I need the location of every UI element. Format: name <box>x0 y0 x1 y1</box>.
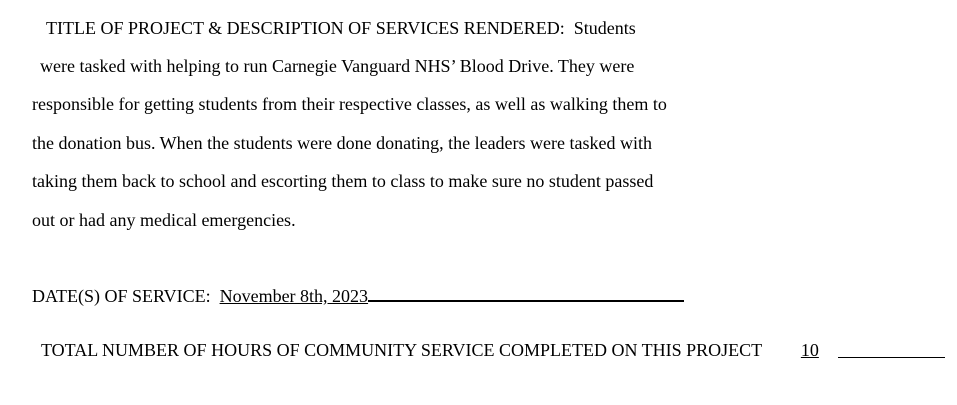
hours-value: 10 <box>800 340 819 360</box>
date-row <box>32 286 684 306</box>
description-text: Students <box>573 18 636 38</box>
description-line-5: taking them back to school and escorting them to class to make sure no student passed <box>32 171 654 191</box>
description-line-6: out or had any medical emergencies. <box>32 210 296 230</box>
date-blank-line <box>368 286 684 302</box>
hours-underline <box>838 357 945 358</box>
description-line-3: responsible for getting students from their respective classes, as well as walking them to <box>32 94 667 114</box>
description-line-1 <box>46 18 636 38</box>
description-line-4: the donation bus. When the students were done donating, the leaders were tasked with <box>32 133 652 153</box>
description-label: TITLE OF PROJECT & DESCRIPTION OF SERVICES RENDERED: <box>46 18 565 38</box>
date-value: November 8th, 2023 <box>219 286 369 306</box>
hours-label: TOTAL NUMBER OF HOURS OF COMMUNITY SERVICE COMPLETED ON THIS PROJECT <box>41 340 762 360</box>
description-line-2: were tasked with helping to run Carnegie Vanguard NHS’ Blood Drive. They were <box>40 56 635 76</box>
hours-row <box>41 340 878 360</box>
date-label: DATE(S) OF SERVICE: <box>32 286 211 306</box>
